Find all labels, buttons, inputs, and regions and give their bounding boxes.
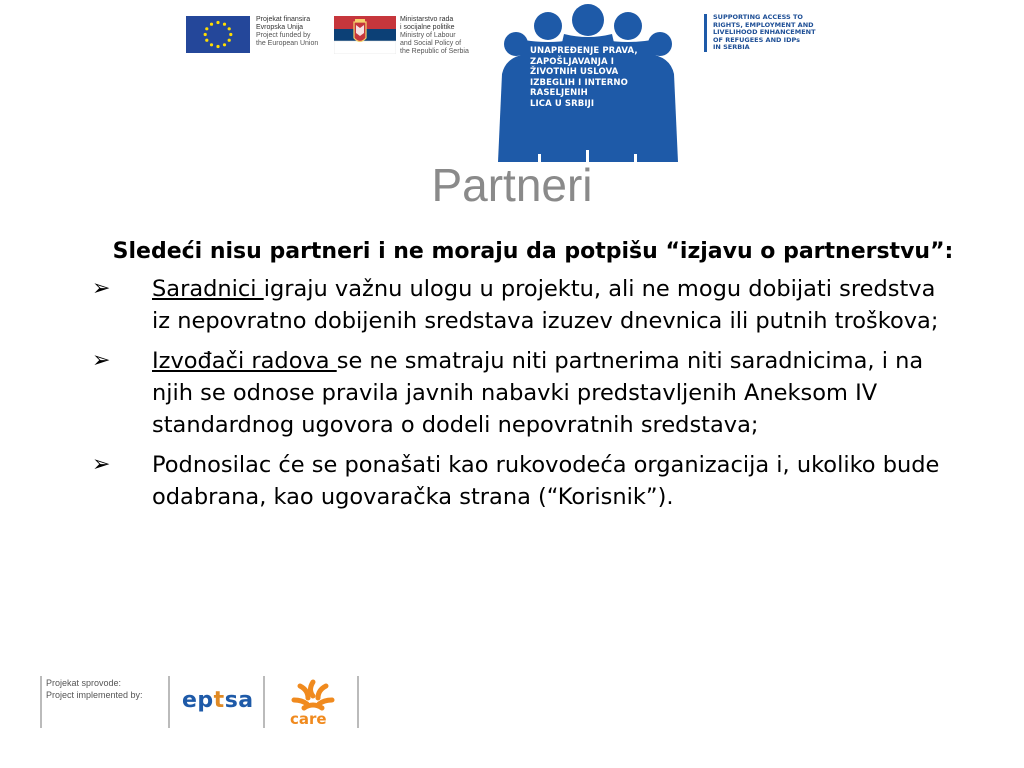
project-line-4: IZBEGLIH I INTERNO	[530, 77, 628, 88]
support-text	[713, 14, 833, 52]
ministry-logo	[334, 16, 480, 56]
eptisa-suffix: sa	[224, 688, 254, 713]
eptisa-prefix: ep	[182, 688, 214, 713]
eu-line-4: the European Union	[256, 40, 319, 47]
ministry-line-1: Ministarstvo rada	[400, 16, 454, 23]
support-line-5: IN SERBIA	[713, 43, 750, 51]
ministry-line-3: Ministry of Labour	[400, 32, 456, 39]
eu-flag-icon	[186, 16, 250, 53]
bullet-item-saradnici	[88, 273, 958, 337]
project-line-6: LICA U SRBIJI	[530, 98, 595, 109]
arrow-bullet-icon: ➢	[92, 452, 111, 477]
eu-logo	[186, 16, 328, 53]
project-line-5: RASELJENIH	[530, 88, 588, 98]
footer-label-line-1: Projekat sprovode:	[46, 678, 122, 688]
serbian-flag-icon	[334, 16, 396, 54]
arrow-bullet-icon: ➢	[92, 276, 111, 301]
bullet-term: Saradnici	[152, 276, 264, 302]
support-line-1: SUPPORTING ACCESS TO	[713, 13, 803, 21]
footer-label-line-2: Project implemented by:	[46, 690, 143, 700]
eu-line-1: Projekat finansira	[256, 16, 311, 23]
slide-content	[88, 236, 958, 521]
ministry-line-4: and Social Policy of	[400, 40, 462, 47]
bullet-item-podnosilac	[88, 449, 958, 513]
ministry-logo-text	[400, 16, 480, 56]
arrow-bullet-icon: ➢	[92, 348, 111, 373]
footer-divider	[40, 676, 42, 728]
bullet-body: Podnosilac će se ponašati kao rukovodeća organizacija i, ukoliko bude odabrana, kao ugovaračka strana (“Korisnik”).	[152, 452, 940, 510]
footer-label	[46, 677, 143, 701]
eptisa-logo	[182, 688, 254, 713]
support-tagline	[704, 14, 833, 52]
bullet-item-izvodjaci	[88, 345, 958, 441]
bullet-text	[152, 345, 958, 441]
content-heading: Sledeći nisu partneri i ne moraju da potpišu “izjavu o partnerstvu”:	[112, 239, 954, 264]
slide-title: Partneri	[431, 159, 593, 211]
support-line-3: LIVELIHOOD ENHANCEMENT	[713, 28, 816, 36]
project-line-3: ŽIVOTNIH USLOVA	[530, 67, 619, 77]
care-logo-text: care	[290, 710, 327, 728]
bullet-term: Izvođači radova	[152, 348, 337, 374]
bullet-text	[152, 273, 958, 337]
support-line-4: OF REFUGEES AND IDPs	[713, 35, 801, 44]
project-line-2: ZAPOŠLJAVANJA I	[530, 56, 614, 67]
eu-line-2: Evropska Unija	[256, 24, 304, 31]
project-line-1: UNAPREĐENJE PRAVA,	[530, 46, 638, 56]
footer-divider	[357, 676, 359, 728]
project-logo-text	[530, 46, 660, 109]
footer-divider	[168, 676, 170, 728]
eptisa-accent: t	[213, 688, 225, 713]
ministry-line-2: i socijalne politike	[400, 24, 455, 31]
eu-line-3: Project funded by	[256, 32, 311, 39]
tagline-divider	[704, 14, 707, 52]
footer-divider	[263, 676, 265, 728]
bullet-text	[152, 449, 958, 513]
bullet-body: se ne smatraju niti partnerima niti saradnicima, i na njih se odnose pravila javnih nabavki predstavljenih Aneksom IV standardnog ugovora o dodeli nepovratnih sredstava;	[152, 348, 924, 438]
support-line-2: RIGHTS, EMPLOYMENT AND	[713, 20, 814, 29]
ministry-line-5: the Republic of Serbia	[400, 48, 469, 55]
eu-logo-text	[256, 16, 328, 48]
bullet-body: igraju važnu ulogu u projektu, ali ne mogu dobijati sredstva iz nepovratno dobijenih sredstava izuzev dnevnica ili putnih troškova;	[152, 276, 939, 334]
